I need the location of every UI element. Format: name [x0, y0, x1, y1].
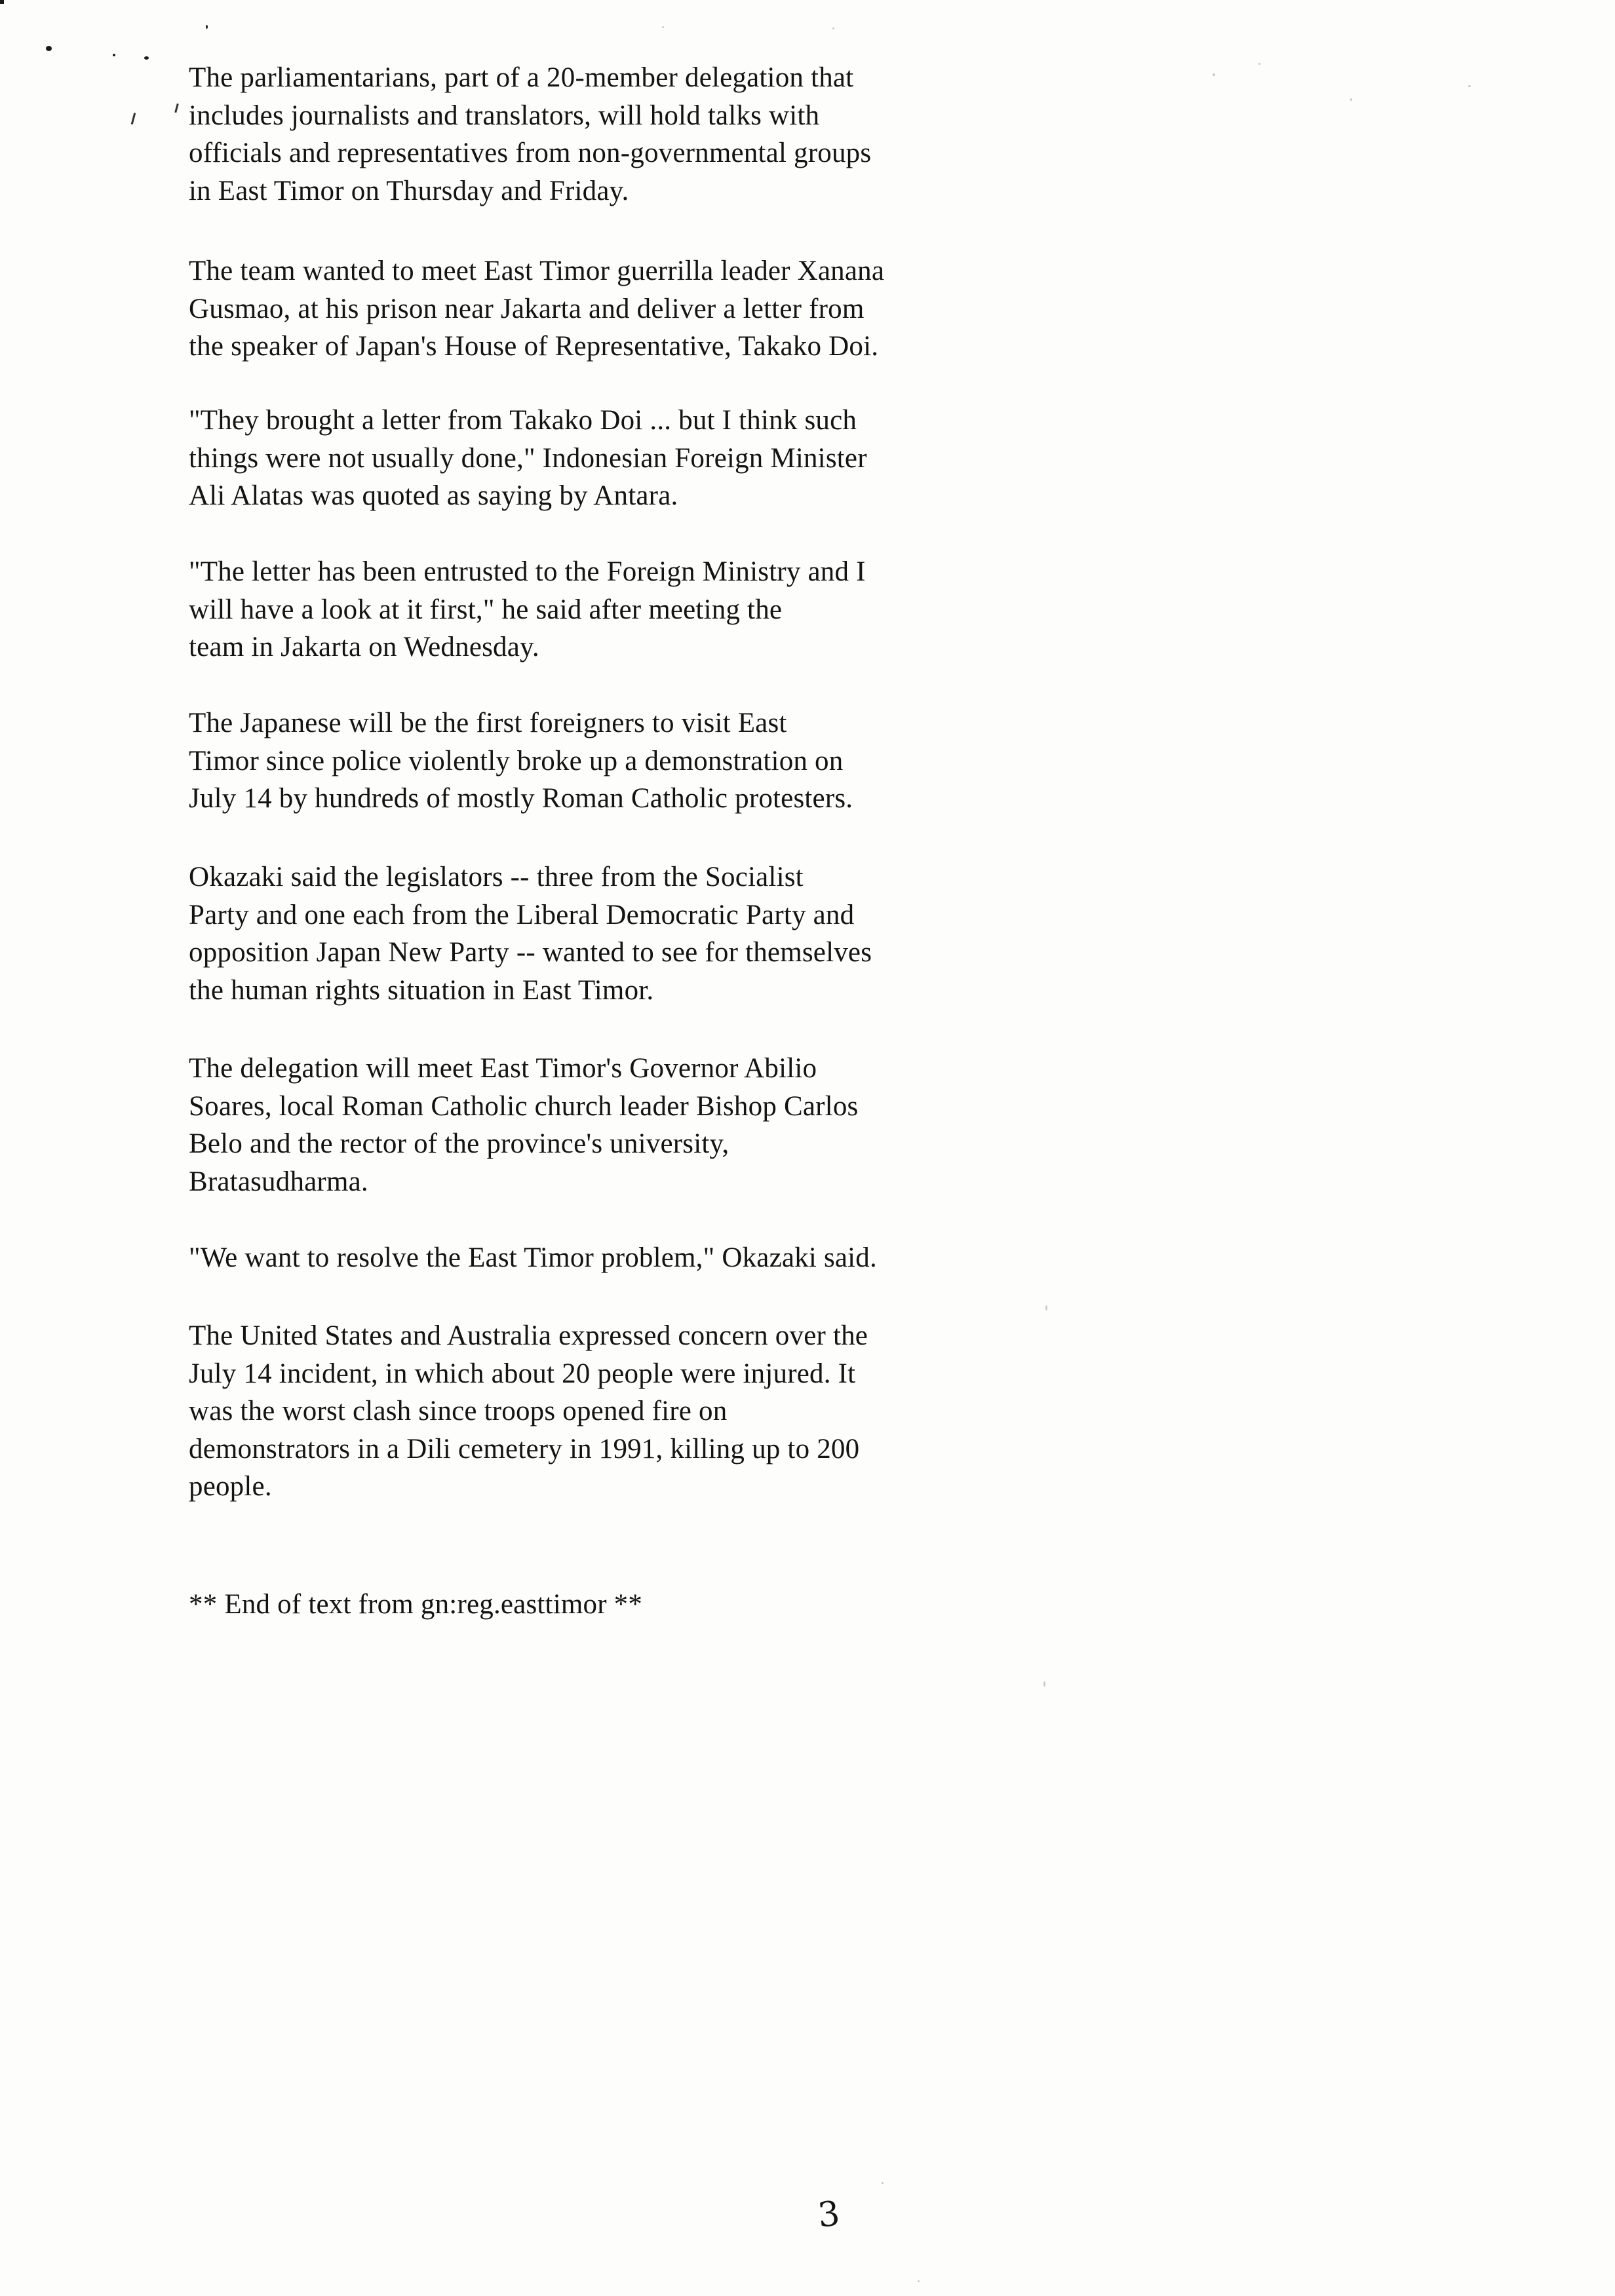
scan-speck [144, 56, 149, 60]
scan-dust [1043, 1681, 1045, 1687]
scan-speck [0, 0, 4, 4]
paragraph-9: The United States and Australia expressed concern over the July 14 incident, in which about 20 people were injured. It was the worst clash since troops opened fire on demonstrators in a Dili cemetery in 1991, killing up to 200 people. [189, 1320, 868, 1502]
page-number: 3 [815, 2194, 842, 2236]
scan-mark [131, 113, 136, 124]
paragraph-8: "We want to resolve the East Timor problem," Okazaki said. [189, 1242, 877, 1273]
scan-speck [206, 25, 208, 29]
paragraph-2: The team wanted to meet East Timor guerrilla leader Xanana Gusmao, at his prison near Jakarta and deliver a letter from the speaker of Japan's House of Representative, Takako Doi. [189, 256, 885, 362]
scan-dust [1213, 73, 1215, 76]
scan-dust [882, 2182, 884, 2184]
scan-dust [1350, 98, 1352, 101]
paragraph-4: "The letter has been entrusted to the Foreign Ministry and I will have a look at it first," he said after meeting the team in Jakarta on Wednesday. [189, 556, 866, 662]
paragraph-5: The Japanese will be the first foreigners to visit East Timor since police violently broke up a demonstration on July 14 by hundreds of mostly Roman Catholic protesters. [189, 708, 853, 814]
scan-dust [832, 28, 834, 29]
scan-dust [1468, 85, 1471, 87]
scan-dust [1258, 63, 1260, 65]
paragraph-1: The parliamentarians, part of a 20-member delegation that includes journalists and translators, will hold talks with officials and representatives from non-governmental groups in East Timor on Thursday and Friday. [189, 62, 872, 206]
paragraph-7: The delegation will meet East Timor's Governor Abilio Soares, local Roman Catholic church leader Bishop Carlos Belo and the rector of the province's university, Bratasudharma. [189, 1053, 859, 1197]
scan-dust [918, 2280, 920, 2282]
scan-dust [1045, 1305, 1047, 1311]
scan-speck [113, 54, 115, 56]
paragraph-3: "They brought a letter from Takako Doi ... but I think such things were not usually done," Indonesian Foreign Minister Ali Alatas was quoted as saying by Antara. [189, 405, 867, 511]
scan-dust [662, 26, 664, 28]
scan-speck [46, 46, 52, 51]
paragraph-6: Okazaki said the legislators -- three from the Socialist Party and one each from the Liberal Democratic Party and opposition Japan New Party -- wanted to see for themselves the human rights situation in East Timor. [189, 862, 872, 1006]
end-of-text-note: ** End of text from gn:reg.easttimor ** [189, 1589, 643, 1620]
scan-mark [174, 104, 179, 113]
